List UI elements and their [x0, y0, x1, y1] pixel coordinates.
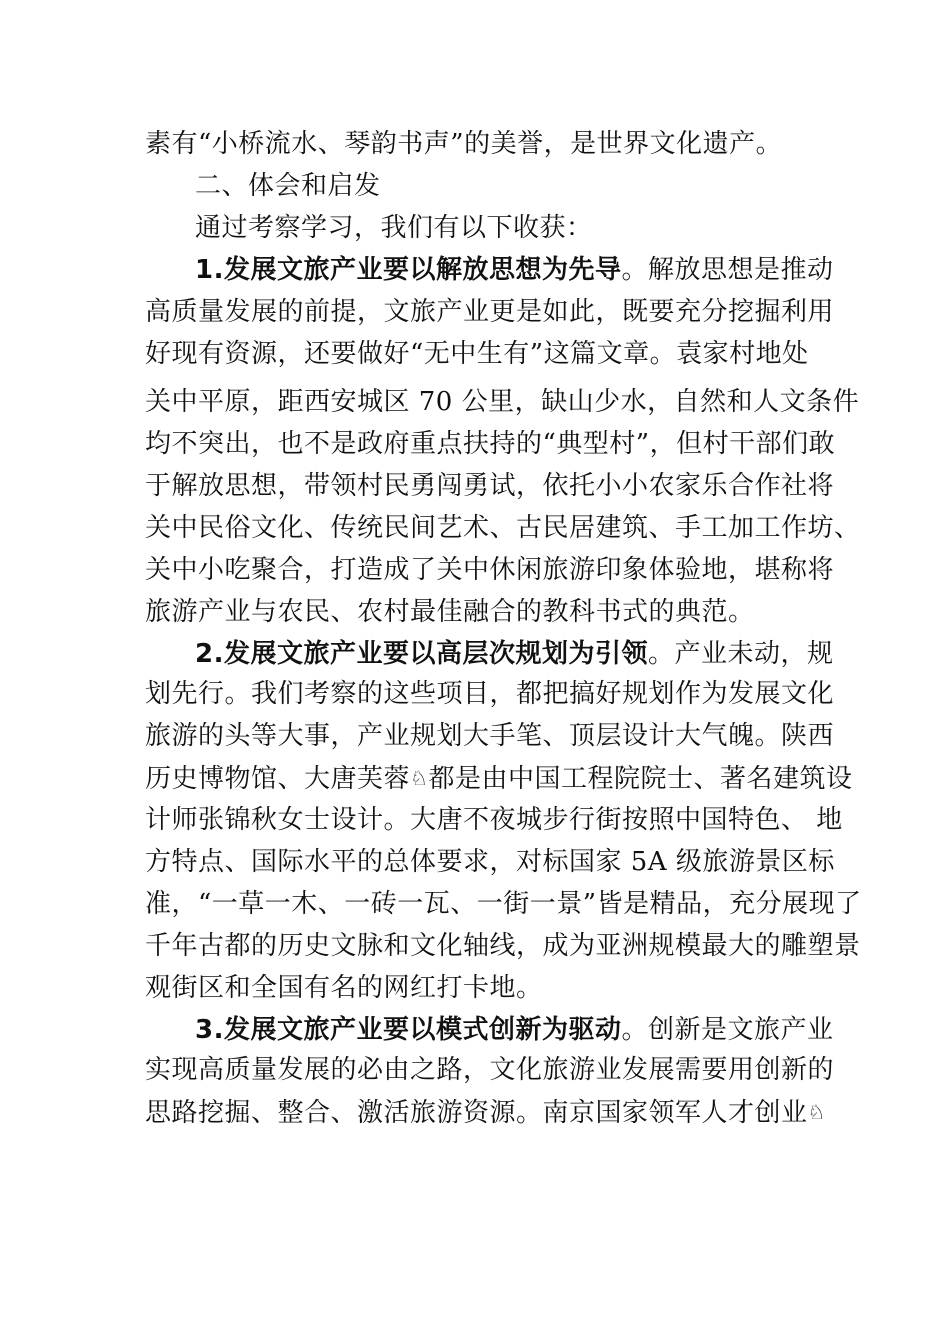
paragraph-line [195, 1012, 834, 1048]
paragraph-line: 均不突出，也不是政府重点扶持的“典型村”，但村干部们敢 [145, 429, 836, 459]
paragraph-line: 通过考察学习，我们有以下收获： [195, 213, 593, 243]
paragraph-line: 高质量发展的前提，文旅产业更是如此，既要充分挖掘利用 [145, 297, 835, 327]
paragraph-line: 准，“一草一木、一砖一瓦、一街一景”皆是精品，充分展现了 [145, 889, 862, 919]
paragraph-text: 都是由中国工程院院士、著名建筑设 [428, 764, 853, 794]
paragraph-line [195, 252, 834, 288]
paragraph-line: 关中小吃聚合，打造成了关中休闲旅游印象体验地，堪称将 [145, 555, 835, 585]
point-heading-1: 1.发展文旅产业要以解放思想为先导 [195, 255, 622, 285]
paragraph-line: 于解放思想，带领村民勇闯勇试，依托小小农家乐合作社将 [145, 471, 835, 501]
paragraph-line: 旅游的头等大事，产业规划大手笔、顶层设计大气魄。陕西 [145, 721, 835, 751]
paragraph-text: 历史博物馆、大唐芙蓉 [145, 764, 411, 794]
missing-glyph-icon: ♘ [410, 766, 429, 790]
paragraph-line: 实现高质量发展的必由之路，文化旅游业发展需要用创新的 [145, 1055, 835, 1085]
period: 。 [621, 1015, 648, 1045]
paragraph-line: 计师张锦秋女士设计。大唐不夜城步行街按照中国特色、 地 [145, 805, 843, 835]
paragraph-line: 好现有资源，还要做好“无中生有”这篇文章。袁家村地处 [145, 339, 809, 369]
paragraph-line: 观街区和全国有名的网红打卡地。 [145, 973, 543, 1003]
paragraph-line: 素有“小桥流水、琴韵书声”的美誉，是世界文化遗产。 [145, 129, 783, 159]
point-heading-3: 3.发展文旅产业要以模式创新为驱动 [195, 1015, 622, 1045]
paragraph-text: 产业未动，规 [674, 639, 834, 669]
paragraph-line: 千年古都的历史文脉和文化轴线，成为亚洲规模最大的雕塑景 [145, 931, 861, 961]
paragraph-line: 方特点、国际水平的总体要求，对标国家 5A 级旅游景区标 [145, 847, 835, 877]
paragraph-line: 划先行。我们考察的这些项目，都把搞好规划作为发展文化 [145, 679, 835, 709]
paragraph-line: 旅游产业与农民、农村最佳融合的教科书式的典范。 [145, 597, 755, 627]
missing-glyph-icon: ♘ [807, 1100, 826, 1124]
paragraph-line [145, 1094, 826, 1131]
period: 。 [647, 639, 675, 669]
paragraph-text: 思路挖掘、整合、激活旅游资源。南京国家领军人才创业 [145, 1098, 808, 1128]
paragraph-text: 解放思想是推动 [647, 255, 834, 285]
paragraph-text: 创新是文旅产业 [647, 1015, 834, 1045]
paragraph-line [145, 760, 852, 797]
period: 。 [621, 255, 648, 285]
paragraph-line [195, 636, 834, 672]
paragraph-line: 关中民俗文化、传统民间艺术、古民居建筑、手工加工作坊、 [145, 513, 861, 543]
paragraph-line: 关中平原，距西安城区 70 公里，缺山少水，自然和人文条件 [145, 387, 860, 417]
section-heading: 二、体会和启发 [195, 171, 381, 201]
point-heading-2: 2.发展文旅产业要以高层次规划为引领 [195, 639, 648, 669]
